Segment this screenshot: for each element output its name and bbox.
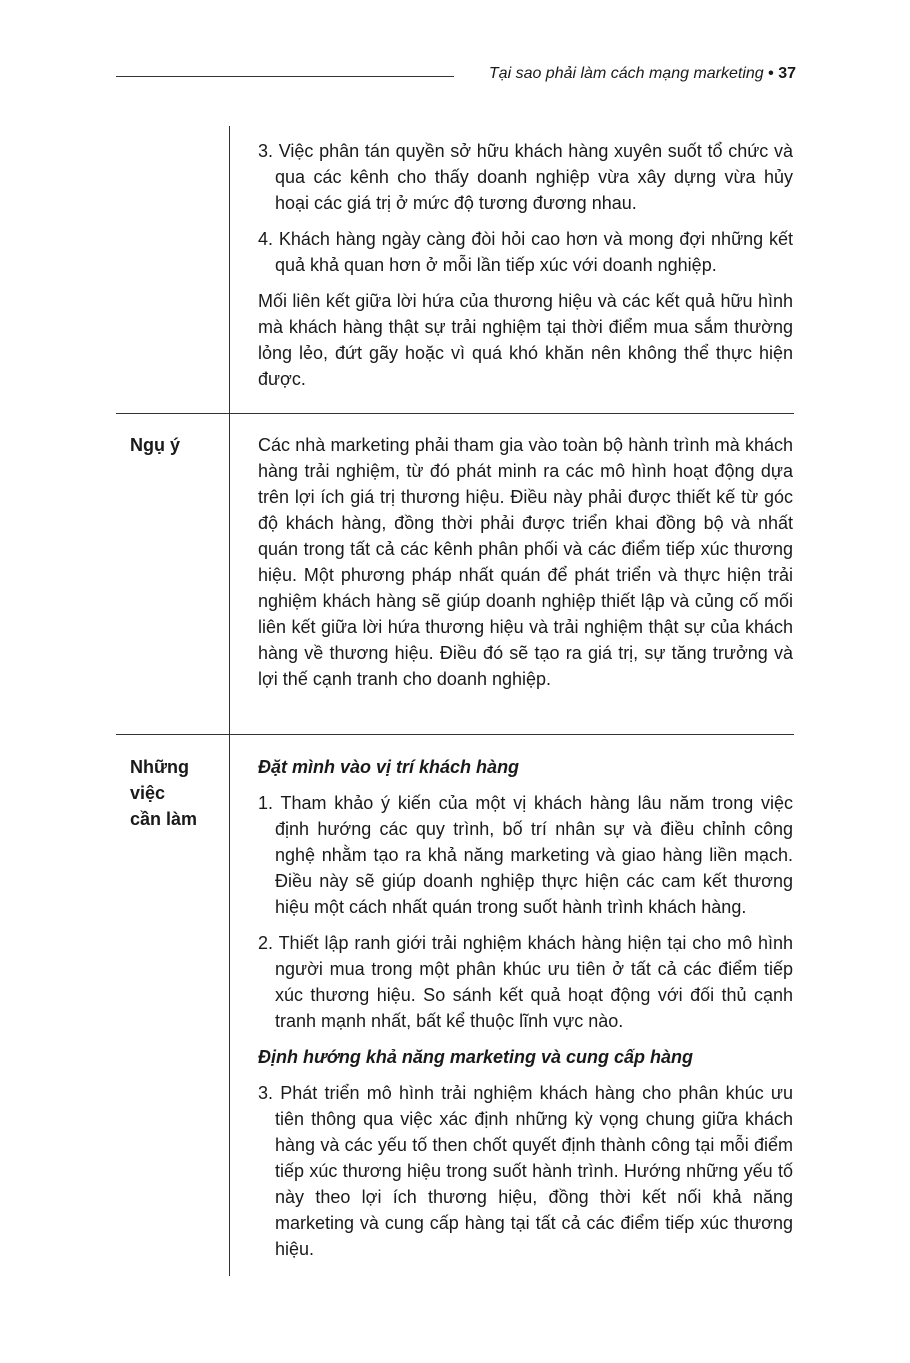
subheading-2: Định hướng khả năng marketing và cung cấp hàng	[258, 1047, 693, 1067]
running-title: Tại sao phải làm cách mạng marketing	[488, 65, 764, 82]
section-top-paragraph: Mối liên kết giữa lời hứa của thương hiệu và các kết quả hữu hình mà khách hàng thật sự trải nghiệm tại thời điểm mua sắm thường lỏng lẻo, đứt gãy hoặc vì quá khó khăn nên không thể thực hiện được.	[258, 291, 793, 389]
subheading-1: Đặt mình vào vị trí khách hàng	[258, 757, 520, 777]
row-divider-2	[116, 734, 794, 735]
section-top	[258, 138, 793, 392]
column-divider	[229, 126, 230, 1276]
list-item	[258, 1080, 793, 1262]
item-text: Tham khảo ý kiến của một vị khách hàng lâu năm trong việc định hướng các quy trình, bố trí nhân sự và điều chỉnh công nghệ nhằm tạo ra khả năng marketing và giao hàng liền mạch. Điều này sẽ giúp doanh nghiệp thực hiện các cam kết thương hiệu một cách nhất quán trong suốt hành trình khách hàng.	[275, 793, 793, 917]
item-text: Phát triển mô hình trải nghiệm khách hàng cho phân khúc ưu tiên thông qua việc xác định những kỳ vọng chung giữa khách hàng và các yếu tố then chốt quyết định thành công tại mỗi điểm tiếp xúc thương hiệu trong suốt hành trình. Hướng những yếu tố này theo lợi ích thương hiệu, đồng thời kết nối khả năng marketing và cung cấp hàng tại tất cả các điểm tiếp xúc thương hiệu.	[275, 1083, 793, 1259]
list-item	[258, 226, 793, 278]
item-text: Khách hàng ngày càng đòi hỏi cao hơn và mong đợi những kết quả khả quan hơn ở mỗi lần tiếp xúc với doanh nghiệp.	[275, 229, 793, 275]
section-todo	[258, 754, 793, 1262]
section-implication	[258, 432, 793, 692]
list-item	[258, 930, 793, 1034]
todo-label	[130, 754, 226, 832]
implication-label: Ngụ ý	[130, 435, 181, 455]
page-number: 37	[778, 65, 796, 82]
header-separator: •	[768, 65, 774, 82]
list-item	[258, 138, 793, 216]
list-item	[258, 790, 793, 920]
item-number: 3.	[258, 1083, 274, 1103]
item-number: 3.	[258, 141, 274, 161]
item-number: 2.	[258, 933, 274, 953]
implication-paragraph: Các nhà marketing phải tham gia vào toàn bộ hành trình mà khách hàng trải nghiệm, từ đó phát minh ra các mô hình hoạt động dựa trên lợi ích giá trị thương hiệu. Điều này phải được thiết kế từ góc độ khách hàng, đồng thời phải được triển khai đồng bộ và nhất quán trong tất cả các kênh phân phối và các điểm tiếp xúc thương hiệu. Một phương pháp nhất quán để phát triển và thực hiện trải nghiệm khách hàng sẽ giúp doanh nghiệp thiết lập và củng cố mối liên kết giữa lời hứa thương hiệu và trải nghiệm thật sự của khách hàng về thương hiệu. Điều đó sẽ tạo ra giá trị, sự tăng trưởng và lợi thế cạnh tranh cho doanh nghiệp.	[258, 435, 793, 689]
header-rule	[116, 76, 454, 77]
todo-label-line2: cần làm	[130, 809, 198, 829]
running-header	[466, 64, 796, 84]
row-divider-1	[116, 413, 794, 414]
item-text: Thiết lập ranh giới trải nghiệm khách hàng hiện tại cho mô hình người mua trong một phân khúc ưu tiên ở tất cả các điểm tiếp xúc thương hiệu. So sánh kết quả hoạt động với đối thủ cạnh tranh mạnh nhất, bất kể thuộc lĩnh vực nào.	[275, 933, 793, 1031]
item-text: Việc phân tán quyền sở hữu khách hàng xuyên suốt tổ chức và qua các kênh cho thấy doanh nghiệp vừa xây dựng vừa hủy hoại các giá trị ở mức độ tương đương nhau.	[275, 141, 793, 213]
todo-label-line1: Những việc	[130, 757, 190, 803]
item-number: 1.	[258, 793, 274, 813]
item-number: 4.	[258, 229, 274, 249]
